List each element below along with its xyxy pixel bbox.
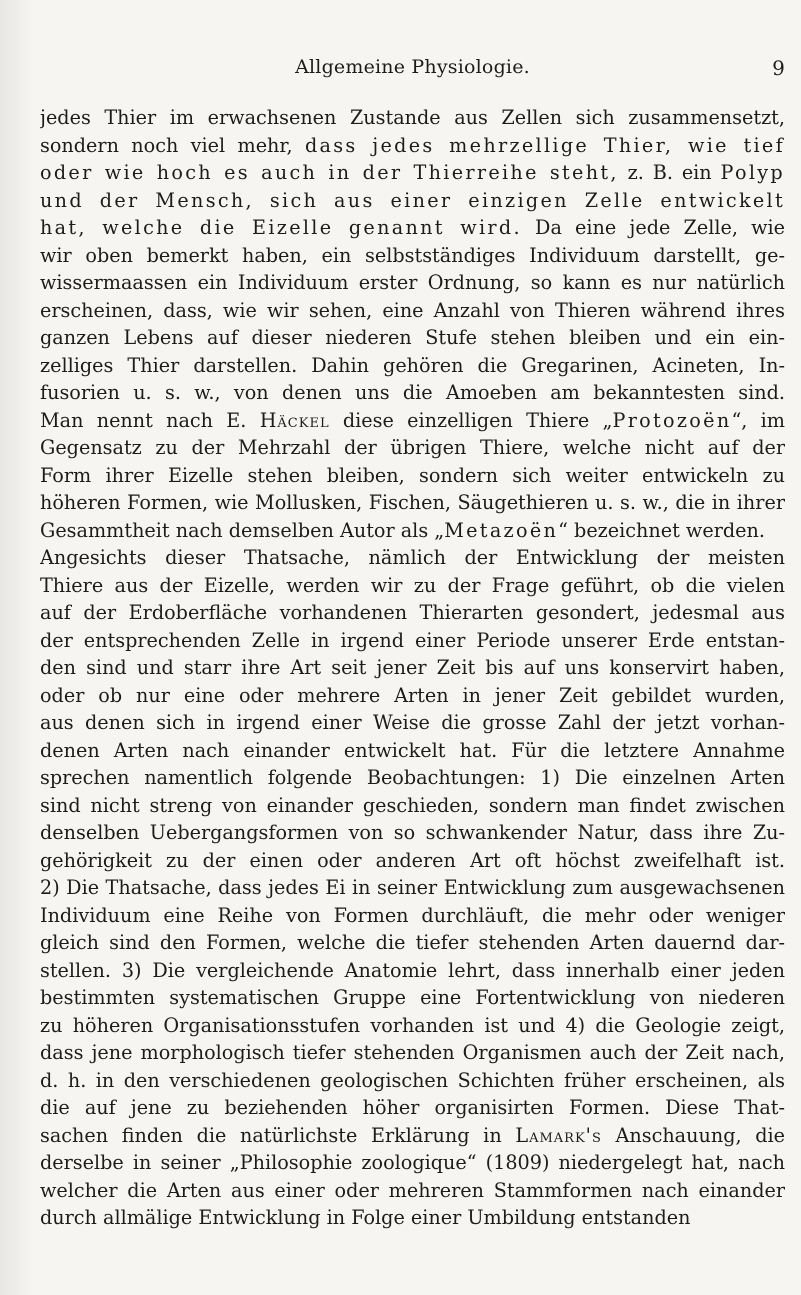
text-line [40,1094,785,1122]
text-segment: zu höheren Organisationsstufen vorhanden ist und 4) die Geologie zeigt, [40,1013,785,1037]
text-line [40,874,785,902]
text-segment: wissermaassen ein Individuum erster Ordnung, so kann es nur natürlich [40,271,785,294]
body-text [40,104,785,1232]
text-line [40,764,785,792]
text-segment: durch allmälige Entwicklung in Folge einer Umbildung entstanden [40,1206,691,1229]
page-number: 9 [772,56,785,80]
text-line [40,984,785,1012]
text-line [40,297,785,325]
text-segment: den sind und starr ihre Art seit jener Zeit bis auf uns konservirt haben, [40,656,785,679]
page-header [40,56,785,88]
text-line [40,132,785,160]
text-line [40,682,785,710]
text-segment: “ bezeichnet werden. [558,518,765,542]
text-segment: 2) Die Thatsache, dass jedes Ei in seiner Entwicklung zum ausgewachsenen [40,876,785,899]
text-segment: d. h. in den verschiedenen geologischen Schichten früher erscheinen, als [40,1068,785,1092]
text-line [40,599,785,627]
text-segment: höheren Formen, wie Mollusken, Fischen, Säugethieren u. s. w., die in ihrer [40,491,785,514]
text-segment: derselbe in seiner „Philosophie zoologique“ (1809) niedergelegt hat, nach [40,1151,785,1174]
author-name: Häckel [259,408,330,432]
text-line [40,159,785,187]
text-segment: Individuum eine Reihe von Formen durchläuft, die mehr oder weniger [40,903,785,927]
text-segment: wir oben bemerkt haben, ein selbstständiges Individuum darstellt, ge- [40,243,785,267]
text-segment: fusorien u. s. w., von denen uns die Amoeben am bekanntesten sind. [40,381,785,404]
text-segment: denen Arten nach einander entwickelt hat. Für die letztere Annahme [40,738,785,762]
emphasized-text: und der Mensch, sich aus einer einzigen Zelle entwickelt [40,188,785,212]
text-segment: Man nennt nach E. [40,408,260,432]
text-segment: z. B. ein [618,161,721,184]
text-segment: Thiere aus der Eizelle, werden wir zu der Frage geführt, ob die vielen [40,573,785,597]
text-segment: Gesammtheit nach demselben Autor als „ [40,518,445,542]
emphasized-text: Protozoën [612,408,732,432]
text-line [40,407,785,435]
text-line [40,517,785,545]
text-line [40,957,785,985]
text-segment: der entsprechenden Zelle in irgend einer Periode unserer Erde entstan- [40,628,785,652]
text-segment: stellen. 3) Die vergleichende Anatomie lehrt, dass innerhalb einer jeden [40,958,785,982]
text-line [40,1204,785,1232]
text-segment: sachen finden die natürlichste Erklärung in [40,1123,516,1147]
text-line [40,792,785,820]
text-segment: “, im [731,408,785,432]
text-segment: Da eine jede Zelle, wie [521,216,785,239]
text-line [40,489,785,517]
text-segment: ganzen Lebens auf dieser niederen Stufe stehen bleiben und ein ein- [40,326,785,349]
text-segment: Anschauung, die [601,1123,785,1147]
text-line [40,379,785,407]
text-line [40,104,785,132]
text-segment: denselben Uebergangsformen von so schwankender Natur, dass ihre Zu- [40,821,785,844]
text-segment: zelliges Thier darstellen. Dahin gehören die Gregarinen, Acineten, In- [40,353,785,377]
emphasized-text: Polyp [720,161,785,184]
text-line [40,902,785,930]
text-line [40,654,785,682]
text-line [40,627,785,655]
text-segment: welcher die Arten aus einer oder mehreren Stammformen nach einander [40,1178,785,1202]
text-segment: Angesichts dieser Thatsache, nämlich der Entwicklung der meisten [40,546,785,569]
text-line [40,1149,785,1177]
text-line [40,709,785,737]
text-segment: Form ihrer Eizelle stehen bleiben, sondern sich weiter entwickeln zu [40,463,785,487]
text-segment: erscheinen, dass, wie wir sehen, eine Anzahl von Thieren während ihres [40,298,785,322]
emphasized-text: hat, welche die Eizelle genannt wird. [40,216,522,239]
text-line [40,462,785,490]
text-segment: Gegensatz zu der Mehrzahl der übrigen Thiere, welche nicht auf der [40,436,785,459]
text-line [40,1039,785,1067]
text-line [40,572,785,600]
emphasized-text: dass jedes mehrzellige Thier, wie tief [304,133,785,157]
text-line [40,269,785,297]
running-title: Allgemeine Physiologie. [295,56,530,78]
text-line [40,352,785,380]
text-segment: diese einzelligen Thiere „ [329,408,613,432]
text-line [40,187,785,215]
text-segment: bestimmten systematischen Gruppe eine Fortentwicklung von niederen [40,986,785,1009]
text-segment: sondern noch viel mehr, [40,133,305,157]
text-segment: sprechen namentlich folgende Beobachtungen: 1) Die einzelnen Arten [40,766,785,789]
text-line [40,1012,785,1040]
text-segment: sind nicht streng von einander geschieden, sondern man findet zwischen [40,793,785,817]
text-line [40,324,785,352]
text-line [40,737,785,765]
page-gutter-shadow [0,0,34,1295]
text-segment: gleich sind den Formen, welche die tiefer stehenden Arten dauernd dar- [40,931,785,954]
emphasized-text: oder wie hoch es auch in der Thierreihe steht, [40,161,619,184]
text-segment: jedes Thier im erwachsenen Zustande aus Zellen sich zusammensetzt, [40,106,785,129]
text-segment: dass jene morphologisch tiefer stehenden Organismen auch der Zeit nach, [40,1041,785,1064]
text-line [40,434,785,462]
text-line [40,544,785,572]
emphasized-text: Metazoën [444,518,559,542]
text-line [40,847,785,875]
text-line [40,242,785,270]
text-segment: die auf jene zu beziehenden höher organisirten Formen. Diese That- [40,1096,785,1119]
text-line [40,1122,785,1150]
text-line [40,929,785,957]
text-segment: gehörigkeit zu der einen oder anderen Art oft höchst zweifelhaft ist. [40,848,785,872]
text-segment: auf der Erdoberfläche vorhandenen Thierarten gesondert, jedesmal aus [40,601,785,624]
text-line [40,819,785,847]
text-segment: oder ob nur eine oder mehrere Arten in jener Zeit gebildet wurden, [40,683,785,707]
text-line [40,214,785,242]
text-segment: aus denen sich in irgend einer Weise die grosse Zahl der jetzt vorhan- [40,711,785,734]
text-line [40,1177,785,1205]
text-line [40,1067,785,1095]
author-name: Lamark's [515,1123,602,1147]
